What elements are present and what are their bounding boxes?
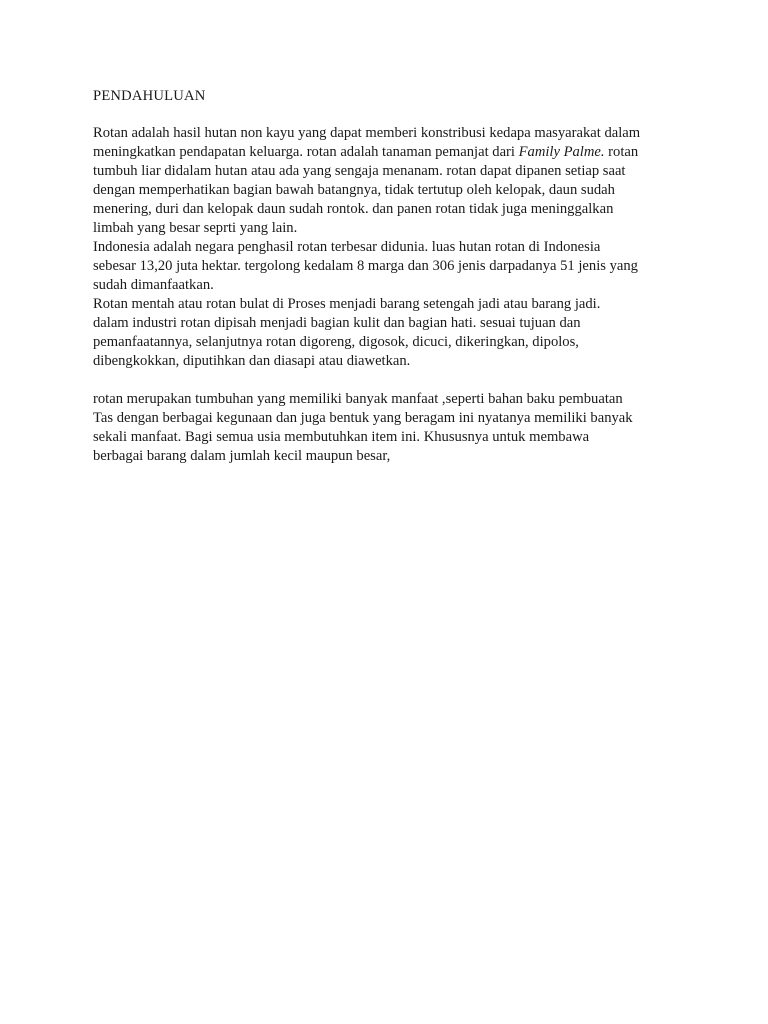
text-line: pemanfaatannya, selanjutnya rotan digoreng, digosok, dicuci, dikeringkan, dipolos,	[93, 334, 579, 350]
text-line: limbah yang besar seprti yang lain.	[93, 220, 298, 236]
paragraph-benefits	[93, 390, 678, 466]
text-line: Indonesia adalah negara penghasil rotan terbesar didunia. luas hutan rotan di Indonesia	[93, 239, 601, 255]
text-line: rotan merupakan tumbuhan yang memiliki banyak manfaat ,seperti bahan baku pembuatan	[93, 391, 623, 407]
text-run: rotan	[604, 144, 639, 160]
document-heading: PENDAHULUAN	[93, 88, 206, 104]
text-line: Rotan adalah hasil hutan non kayu yang dapat memberi konstribusi kedapa masyarakat dalam	[93, 125, 641, 141]
text-run: meningkatkan pendapatan keluarga. rotan adalah tanaman pemanjat dari	[93, 144, 519, 160]
text-line: dalam industri rotan dipisah menjadi bagian kulit dan bagian hati. sesuai tujuan dan	[93, 315, 581, 331]
text-line: Rotan mentah atau rotan bulat di Proses menjadi barang setengah jadi atau barang jadi.	[93, 296, 601, 312]
text-line: tumbuh liar didalam hutan atau ada yang sengaja menanam. rotan dapat dipanen setiap saat	[93, 163, 626, 179]
italic-term: Family Palme.	[518, 144, 605, 160]
text-line	[93, 143, 678, 162]
text-line: sudah dimanfaatkan.	[93, 277, 214, 293]
text-line: dibengkokkan, diputihkan dan diasapi atau diawetkan.	[93, 353, 411, 369]
text-line: dengan memperhatikan bagian bawah batangnya, tidak tertutup oleh kelopak, daun sudah	[93, 182, 615, 198]
text-line: sebesar 13,20 juta hektar. tergolong kedalam 8 marga dan 306 jenis darpadanya 51 jenis yang	[93, 258, 638, 274]
document-body	[93, 87, 678, 466]
paragraph-gap	[93, 371, 678, 390]
text-line: Tas dengan berbagai kegunaan dan juga bentuk yang beragam ini nyatanya memiliki banyak	[93, 410, 633, 426]
text-line: berbagai barang dalam jumlah kecil maupun besar,	[93, 448, 391, 464]
text-line: sekali manfaat. Bagi semua usia membutuhkan item ini. Khususnya untuk membawa	[93, 429, 590, 445]
text-line: menering, duri dan kelopak daun sudah rontok. dan panen rotan tidak juga meninggalkan	[93, 201, 614, 217]
paragraph-introduction	[93, 124, 678, 371]
